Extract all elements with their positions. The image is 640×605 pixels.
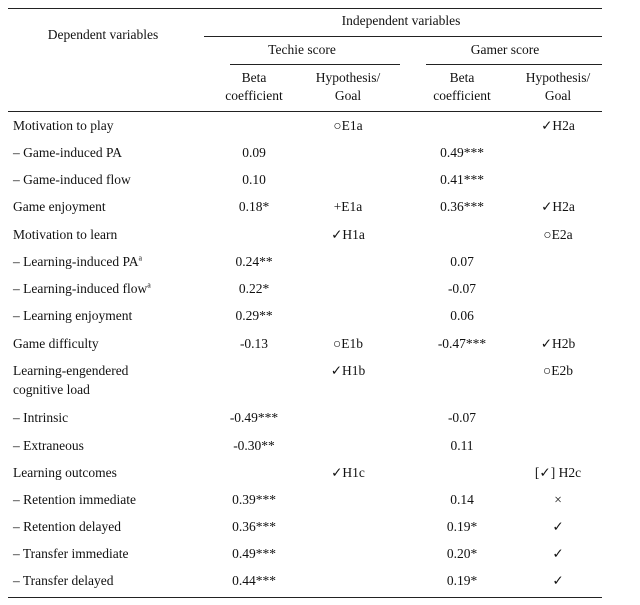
gamer-beta-cell: 0.19* xyxy=(446,573,478,588)
row-label-text: Learning outcomes xyxy=(13,465,117,480)
row-label-text: Motivation to play xyxy=(13,118,114,133)
row-label-text: – Extraneous xyxy=(13,438,84,453)
techie-hypothesis-cell: +E1a xyxy=(333,199,363,214)
row-label-text: – Learning-induced PA xyxy=(13,254,139,269)
header-gamer: Gamer score xyxy=(470,42,540,57)
row-label xyxy=(13,492,136,508)
gamer-beta-cell: 0.36*** xyxy=(440,199,484,214)
row-label xyxy=(13,336,99,352)
techie-beta-cell: 0.18* xyxy=(238,199,270,214)
techie-beta-cell: -0.49*** xyxy=(229,410,279,425)
row-label xyxy=(13,573,113,589)
techie-beta-line2: coefficient xyxy=(225,88,283,103)
bottom-rule xyxy=(8,597,602,598)
row-label xyxy=(13,363,128,379)
gamer-beta-cell: -0.07 xyxy=(447,281,477,296)
row-label xyxy=(13,199,106,215)
gamer-beta-cell: 0.11 xyxy=(450,438,474,453)
row-label-text: – Learning-induced flow xyxy=(13,281,148,296)
techie-beta-cell: 0.09 xyxy=(242,145,266,160)
independent-underline xyxy=(204,36,602,37)
gamer-hypothesis-cell: ✓H2a xyxy=(541,118,575,133)
top-rule xyxy=(8,8,602,9)
gamer-beta-cell: 0.07 xyxy=(450,254,474,269)
row-label xyxy=(13,546,128,562)
techie-hyp-line1: Hypothesis/ xyxy=(315,70,381,85)
techie-beta-cell: 0.36*** xyxy=(232,519,276,534)
gamer-beta-line1: Beta xyxy=(449,70,475,85)
gamer-beta-cell: 0.19* xyxy=(446,519,478,534)
gamer-hypothesis-cell: ✓H2b xyxy=(540,336,576,351)
gamer-beta-cell: -0.07 xyxy=(447,410,477,425)
techie-beta-cell: 0.29** xyxy=(235,308,273,323)
techie-beta-cell: 0.22* xyxy=(238,281,270,296)
row-label xyxy=(13,438,84,454)
gamer-beta-cell: 0.06 xyxy=(450,308,474,323)
row-label-text: – Learning enjoyment xyxy=(13,308,133,323)
techie-hypothesis-cell: ✓H1c xyxy=(331,465,365,480)
techie-hypothesis-cell: ○E1b xyxy=(333,336,363,351)
techie-hypothesis-cell: ✓H1b xyxy=(330,363,366,378)
techie-beta-cell: -0.13 xyxy=(239,336,269,351)
row-label xyxy=(13,519,121,535)
gamer-hyp-line2: Goal xyxy=(544,88,572,103)
gamer-beta-cell: 0.49*** xyxy=(440,145,484,160)
row-label-text: – Transfer delayed xyxy=(13,573,114,588)
header-independent: Independent variables xyxy=(341,13,461,28)
gamer-hypothesis-cell: ✓ xyxy=(552,519,564,534)
techie-beta-cell: 0.44*** xyxy=(232,573,276,588)
row-label-text: – Transfer immediate xyxy=(13,546,129,561)
row-label xyxy=(13,465,117,481)
techie-beta-cell: -0.30** xyxy=(233,438,275,453)
techie-hyp-line2: Goal xyxy=(334,88,362,103)
gamer-hypothesis-cell: ✓ xyxy=(552,573,564,588)
gamer-hypothesis-cell: × xyxy=(554,492,562,507)
results-table xyxy=(8,0,602,600)
techie-underline xyxy=(230,64,400,65)
row-label-text: – Game-induced flow xyxy=(13,172,131,187)
row-label-text: – Retention immediate xyxy=(13,492,136,507)
row-label xyxy=(13,254,142,270)
gamer-beta-cell: 0.14 xyxy=(450,492,474,507)
gamer-underline xyxy=(426,64,602,65)
header-bottom-rule xyxy=(8,111,602,112)
row-label xyxy=(13,308,132,324)
gamer-beta-cell: -0.47*** xyxy=(437,336,487,351)
row-label-text: – Retention delayed xyxy=(13,519,121,534)
row-label-text: Game difficulty xyxy=(13,336,99,351)
row-label xyxy=(13,281,151,297)
techie-beta-line1: Beta xyxy=(241,70,267,85)
header-dependent: Dependent variables xyxy=(47,27,159,42)
row-label-text: Motivation to learn xyxy=(13,227,118,242)
gamer-hypothesis-cell: [✓] H2c xyxy=(534,465,582,480)
row-label-text: Learning-engendered xyxy=(13,363,129,378)
footnote-marker: a xyxy=(147,280,151,290)
techie-hypothesis-cell: ✓H1a xyxy=(331,227,365,242)
techie-beta-cell: 0.39*** xyxy=(232,492,276,507)
gamer-beta-cell: 0.20* xyxy=(446,546,478,561)
row-label-line2: cognitive load xyxy=(13,382,90,397)
row-label xyxy=(13,172,131,188)
gamer-beta-line2: coefficient xyxy=(433,88,491,103)
row-label xyxy=(13,118,114,134)
gamer-hypothesis-cell: ○E2a xyxy=(543,227,573,242)
techie-beta-cell: 0.24** xyxy=(235,254,273,269)
gamer-hypothesis-cell: ○E2b xyxy=(543,363,573,378)
footnote-marker: a xyxy=(138,253,143,263)
row-label-text: – Intrinsic xyxy=(13,410,69,425)
header-techie: Techie score xyxy=(268,42,336,57)
row-label xyxy=(13,227,117,243)
gamer-hypothesis-cell: ✓ xyxy=(552,546,564,561)
gamer-hypothesis-cell: ✓H2a xyxy=(541,199,575,214)
gamer-beta-cell: 0.41*** xyxy=(440,172,484,187)
row-label xyxy=(13,410,68,426)
techie-hypothesis-cell: ○E1a xyxy=(333,118,363,133)
row-label-text: Game enjoyment xyxy=(13,199,106,214)
row-label xyxy=(13,145,122,161)
techie-beta-cell: 0.10 xyxy=(242,172,266,187)
gamer-hyp-line1: Hypothesis/ xyxy=(525,70,591,85)
techie-beta-cell: 0.49*** xyxy=(232,546,276,561)
row-label-text: – Game-induced PA xyxy=(13,145,122,160)
